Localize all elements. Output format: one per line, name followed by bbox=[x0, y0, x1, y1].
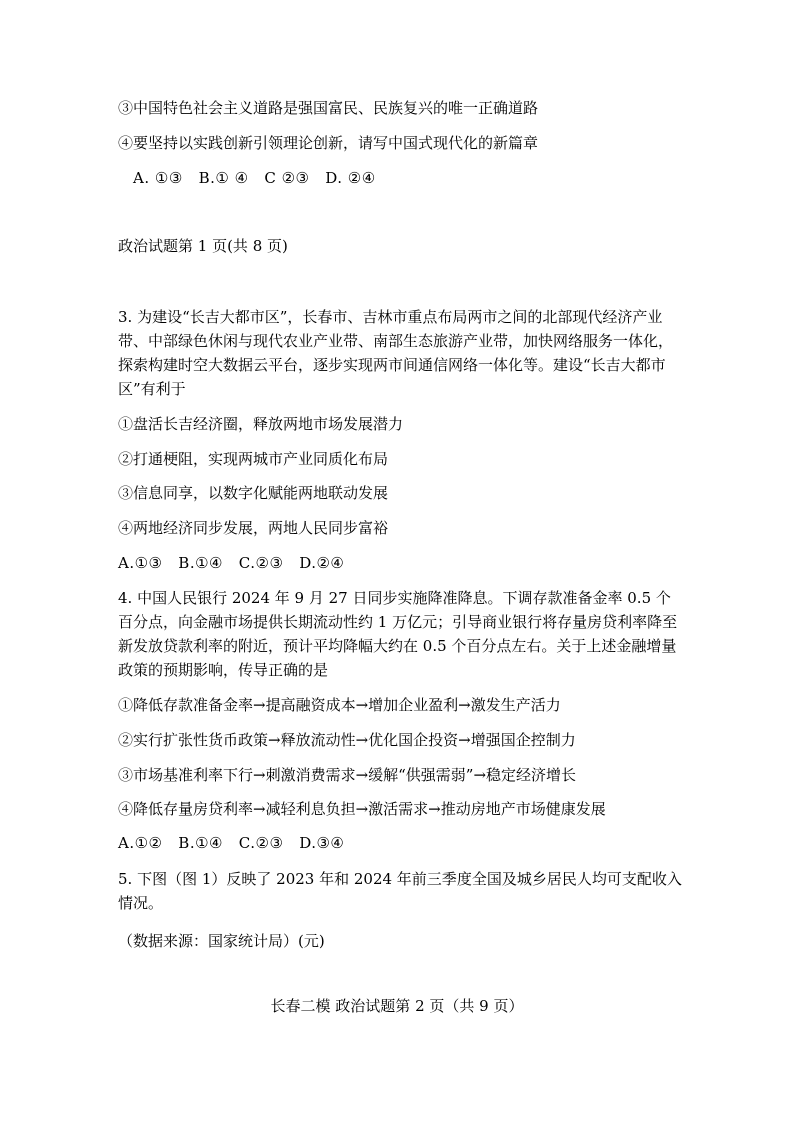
q4-stem: 4. 中国人民银行 2024 年 9 月 27 日同步实施降准降息。下调存款准备金率 0.5 个百分点，向金融市场提供长期流动性约 1 万亿元；引导商业银行将存量房贷利率降至新发放贷款利率的附近，预计平均降幅大约在 0.5 个百分点左右。关于上述金融增量政策的预期影响，传导正确的是 bbox=[118, 589, 678, 679]
q4-item-4: ④降低存量房贷利率→减轻利息负担→激活需求→推动房地产市场健康发展 bbox=[118, 800, 606, 818]
q2-options: A. ①③ B.① ④ C ②③ D. ②④ bbox=[133, 169, 376, 187]
q5-data-source: （数据来源：国家统计局）(元) bbox=[118, 932, 325, 950]
q4-item-1: ①降低存款准备金率→提高融资成本→增加企业盈利→激发生产活力 bbox=[118, 696, 561, 714]
q4-item-2: ②实行扩张性货币政策→释放流动性→优化国企投资→增强国企控制力 bbox=[118, 731, 576, 749]
q3-item-4: ④两地经济同步发展，两地人民同步富裕 bbox=[118, 519, 389, 537]
q4-item-3: ③市场基准利率下行→刺激消费需求→缓解“供强需弱”→稳定经济增长 bbox=[118, 766, 577, 784]
q3-stem: 3. 为建设“长吉大都市区”，长春市、吉林市重点布局两市之间的北部现代经济产业带、中部绿色休闲与现代农业产业带、南部生态旅游产业带，加快网络服务一体化，探索构建时空大数据云平台，逐步实现两市间通信网络一体化等。建设“长吉大都市区”有利于 bbox=[118, 308, 674, 398]
q3-item-3: ③信息同享，以数字化赋能两地联动发展 bbox=[118, 484, 389, 502]
q2-item-3: ③中国特色社会主义道路是强国富民、民族复兴的唯一正确道路 bbox=[118, 99, 539, 117]
q5-stem: 5. 下图（图 1）反映了 2023 年和 2024 年前三季度全国及城乡居民人均可支配收入情况。 bbox=[118, 870, 682, 912]
q3-item-1: ①盘活长吉经济圈，释放两地市场发展潜力 bbox=[118, 415, 404, 433]
q3-options: A.①③ B.①④ C.②③ D.②④ bbox=[118, 554, 345, 572]
q3-item-2: ②打通梗阻，实现两城市产业同质化布局 bbox=[118, 450, 389, 468]
q4-options: A.①② B.①④ C.②③ D.③④ bbox=[118, 834, 345, 852]
page-2-footer: 长春二模 政治试题第 2 页（共 9 页） bbox=[270, 997, 524, 1015]
q2-item-4: ④要坚持以实践创新引领理论创新，请写中国式现代化的新篇章 bbox=[118, 134, 539, 152]
page-1-footer: 政治试题第 1 页(共 8 页) bbox=[118, 237, 288, 255]
